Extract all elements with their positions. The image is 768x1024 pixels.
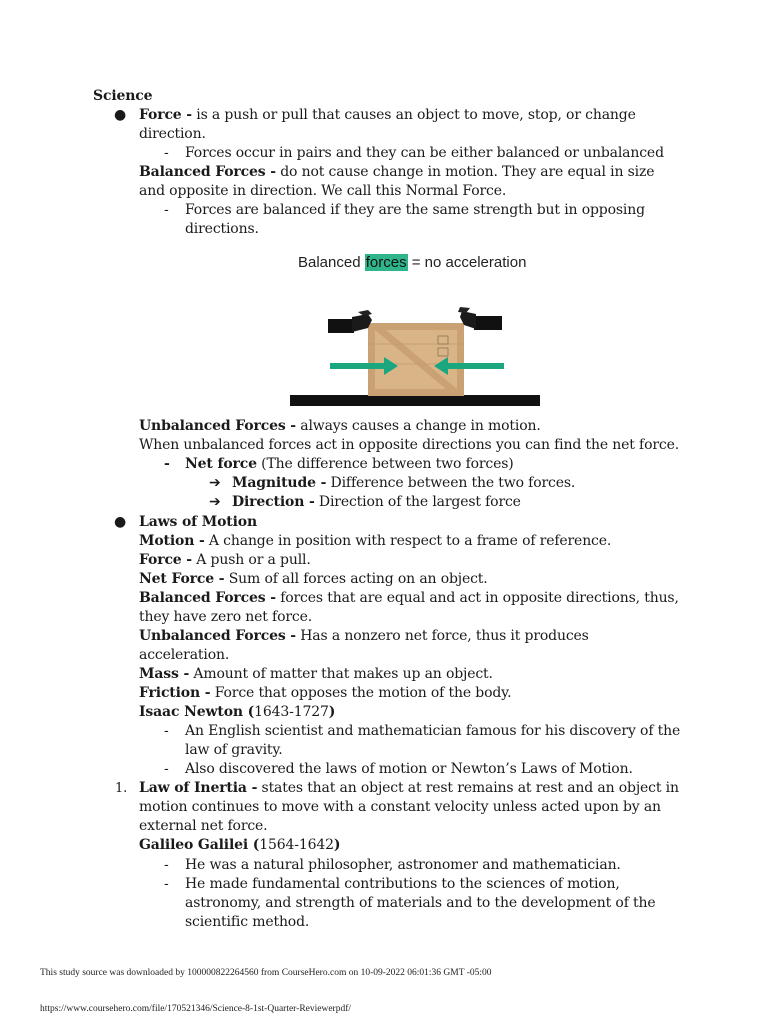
dash-bullet: - — [164, 456, 170, 472]
dash-bullet: - — [164, 145, 169, 161]
balanced-definition-2-cont: they have zero net force. — [139, 609, 313, 625]
right-hand — [458, 307, 502, 330]
isaac-newton-heading: Isaac Newton (1643-1727) — [139, 704, 336, 720]
bullet-dot: ● — [114, 107, 127, 123]
newton-sub-point-2: Also discovered the laws of motion or Newton’s Laws of Motion. — [185, 761, 633, 777]
bullet-dot: ● — [114, 514, 127, 530]
motion-definition: Motion - A change in position with respect to a frame of reference. — [139, 533, 612, 549]
unbalanced-definition-2: Unbalanced Forces - Has a nonzero net force, thus it produces — [139, 628, 589, 644]
net-force-item: Net force (The difference between two forces) — [185, 456, 514, 472]
unbalanced-definition-2-cont: acceleration. — [139, 647, 230, 663]
right-force-arrow — [434, 357, 504, 375]
dash-bullet: - — [164, 761, 169, 777]
net-force-definition: Net Force - Sum of all forces acting on an object. — [139, 571, 488, 587]
balanced-definition-2: Balanced Forces - forces that are equal and act in opposite directions, thus, — [139, 590, 679, 606]
doc-title: Science — [93, 88, 153, 104]
download-notice: This study source was downloaded by 100000822264560 from CourseHero.com on 10-09-2022 06:01:36 GMT -05:00 — [40, 968, 492, 978]
galileo-sub-point-2-cont-1: astronomy, and strength of materials and to the development of the — [185, 895, 656, 911]
dash-bullet: - — [164, 723, 169, 739]
left-hand — [328, 310, 372, 333]
balanced-forces-definition: Balanced Forces - do not cause change in motion. They are equal in size — [139, 164, 655, 180]
unbalanced-net-force-note: When unbalanced forces act in opposite directions you can find the net force. — [139, 437, 680, 453]
galileo-sub-point-2-cont-2: scientific method. — [185, 914, 310, 930]
force-short-definition: Force - A push or a pull. — [139, 552, 311, 568]
dash-bullet: - — [164, 876, 169, 892]
balanced-sub-point: Forces are balanced if they are the same strength but in opposing — [185, 202, 645, 218]
galileo-heading: Galileo Galilei (1564-1642) — [139, 837, 341, 853]
source-url[interactable]: https://www.coursehero.com/file/170521346/Science-8-1st-Quarter-Reviewerpdf/ — [40, 1004, 352, 1014]
balanced-forces-definition-cont: and opposite in direction. We call this Normal Force. — [139, 183, 507, 199]
force-definition-cont: direction. — [139, 126, 206, 142]
mass-definition: Mass - Amount of matter that makes up an object. — [139, 666, 493, 682]
figure-caption: Balanced forces = no acceleration — [298, 254, 527, 271]
friction-definition: Friction - Force that opposes the motion of the body. — [139, 685, 512, 701]
left-force-arrow — [330, 357, 398, 375]
force-definition: Force - is a push or pull that causes an object to move, stop, or change — [139, 107, 636, 123]
galileo-sub-point-2: He made fundamental contributions to the sciences of motion, — [185, 876, 620, 892]
caption-highlight: forces — [365, 254, 407, 271]
law-of-inertia-cont-1: motion continues to move with a constant velocity unless acted upon by an — [139, 799, 661, 815]
balanced-forces-figure — [288, 244, 568, 410]
magnitude-item: Magnitude - Difference between the two forces. — [232, 475, 576, 491]
force-sub-point: Forces occur in pairs and they can be either balanced or unbalanced — [185, 145, 664, 161]
unbalanced-forces-definition: Unbalanced Forces - always causes a change in motion. — [139, 418, 541, 434]
law-of-inertia-definition: Law of Inertia - states that an object at rest remains at rest and an object in — [139, 780, 679, 796]
balanced-sub-point-cont: directions. — [185, 221, 259, 237]
laws-of-motion-heading: Laws of Motion — [139, 514, 257, 530]
arrow-bullet: ➔ — [209, 494, 221, 510]
newton-sub-point-1: An English scientist and mathematician famous for his discovery of the — [185, 723, 681, 739]
direction-item: Direction - Direction of the largest force — [232, 494, 521, 510]
dash-bullet: - — [164, 202, 169, 218]
crate-illustration — [288, 244, 568, 410]
list-number: 1. — [115, 781, 128, 796]
ground-bar — [290, 395, 540, 406]
dash-bullet: - — [164, 857, 169, 873]
galileo-sub-point-1: He was a natural philosopher, astronomer and mathematician. — [185, 857, 621, 873]
arrow-bullet: ➔ — [209, 475, 221, 491]
crate — [368, 323, 464, 396]
law-of-inertia-cont-2: external net force. — [139, 818, 268, 834]
newton-sub-point-1-cont: law of gravity. — [185, 742, 283, 758]
